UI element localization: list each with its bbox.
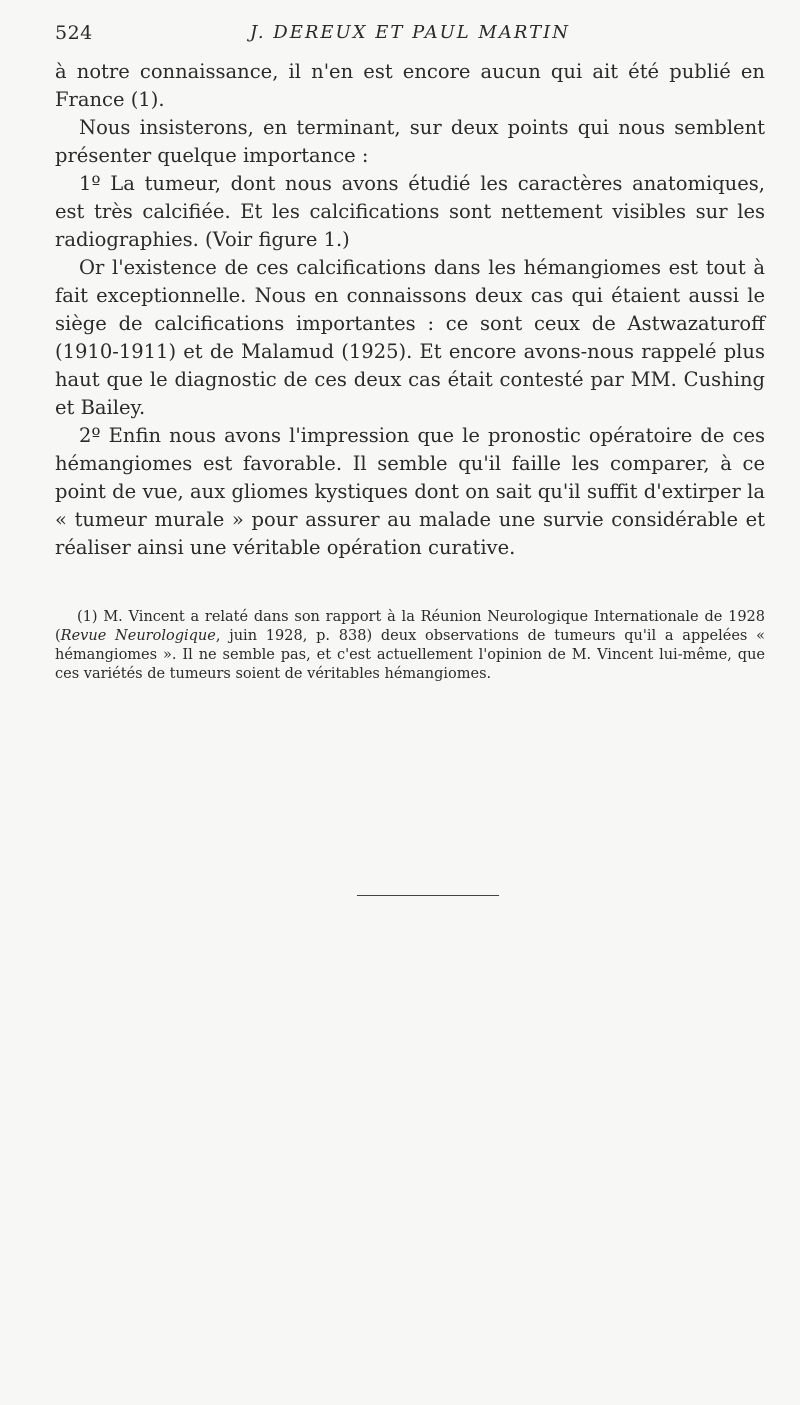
paragraph-2: Nous insisterons, en terminant, sur deux points qui nous semblent présenter quelque importance : [55, 116, 765, 167]
paragraph-1: à notre connaissance, il n'en est encore aucun qui ait été publié en France (1). [55, 60, 765, 111]
paragraph-5: 2º Enfin nous avons l'impression que le pronostic opératoire de ces hémangiomes est favorable. Il semble qu'il faille les comparer, à ce point de vue, aux gliomes kystiques dont on sait qu'il suffit d'extirper la « tumeur murale » pour assurer au malade une survie considérable et réaliser ainsi une véritable opération curative. [55, 424, 765, 559]
footnote-text-before: (1) M. Vincent a relaté dans son rapport à la Réunion Neurologique Internationale de 1928 ( [55, 609, 765, 644]
page-header [55, 22, 765, 58]
running-title: J. DEREUX ET PAUL MARTIN [250, 22, 570, 43]
end-of-article-rule [357, 895, 499, 896]
footnote-journal: Revue Neurologique [60, 628, 216, 644]
footnote-text-after: , juin 1928, p. 838) deux observations de tumeurs qu'il a appelées « hémangiomes ». Il ne semble pas, et c'est actuellement l'opinion de M. Vincent lui-même, que ces variétés de tumeurs soient de véritables hémangiomes. [55, 628, 765, 682]
body-text [55, 58, 765, 562]
page-number: 524 [55, 22, 93, 44]
footnote [55, 608, 765, 684]
paragraph-3: 1º La tumeur, dont nous avons étudié les caractères anatomiques, est très calcifiée. Et les calcifications sont nettement visibles sur les radiographies. (Voir figure 1.) [55, 172, 765, 251]
page [55, 22, 765, 699]
paragraph-4: Or l'existence de ces calcifications dans les hémangiomes est tout à fait exceptionnelle. Nous en connaissons deux cas qui étaient aussi le siège de calcifications importantes : ce sont ceux de Astwazaturoff (1910-1911) et de Malamud (1925). Et encore avons-nous rappelé plus haut que le diagnostic de ces deux cas était contesté par MM. Cushing et Bailey. [55, 256, 765, 419]
